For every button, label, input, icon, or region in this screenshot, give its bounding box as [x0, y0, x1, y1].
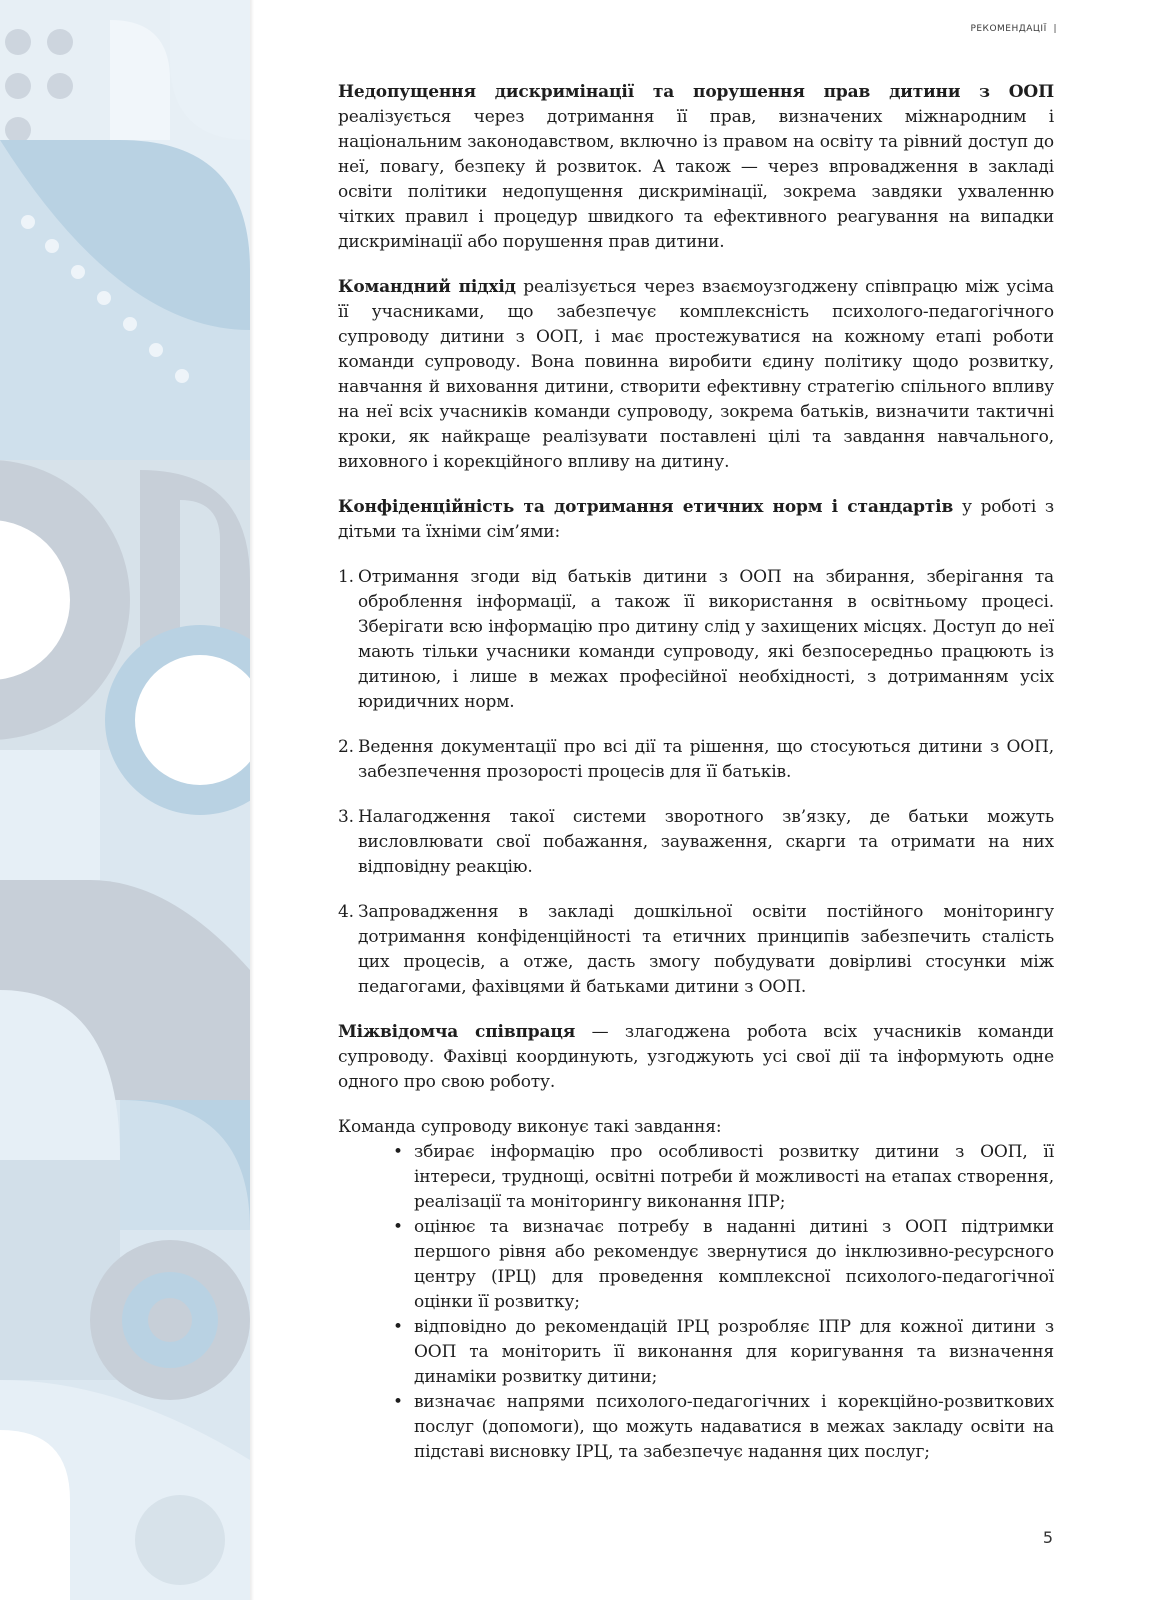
list-item-text: Ведення документації про всі дії та рішення, що стосуються дитини з ООП, забезпечення прозорості процесів для її батьків. [358, 737, 1054, 782]
list-item: • відповідно до рекомендацій ІРЦ розробляє ІПР для кожної дитини з ООП та моніторить її виконання для коригування та визначення динаміки розвитку дитини; [414, 1315, 1054, 1390]
paragraph-text: у роботі з дітьми та їхніми сім’ями: [338, 497, 1055, 542]
tasks-bullet-list [338, 1140, 1054, 1465]
tasks-intro: Команда супроводу виконує такі завдання: [338, 1117, 722, 1137]
page-body [338, 80, 1054, 1465]
section-title: РЕКОМЕНДАЦІЇ [970, 24, 1047, 34]
list-item-text: Налагодження такої системи зворотного зв’язку, де батьки можуть висловлювати свої побажання, зауваження, скарги та отримати на них відповідну реакцію. [358, 807, 1054, 877]
list-number: 3. [338, 807, 354, 827]
paragraph-lead: Командний підхід [338, 277, 516, 297]
list-number: 4. [338, 902, 354, 922]
paragraph-text: реалізується через взаємоузгоджену співпрацю між усіма її учасниками, що забезпечує комплексність психолого-педагогічного супроводу дитини з ООП, і має простежуватися на кожному етапі роботи команди супроводу. Вона повинна виробити єдину політику щодо розвитку, навчання й виховання дитини, створити ефективну стратегію спільного впливу на неї всіх учасників команди супроводу, зокрема батьків, визначити тактичні кроки, як найкраще реалізувати поставлені цілі та завдання навчального, виховного і корекційного впливу на дитину. [338, 277, 1054, 472]
confidentiality-numbered-list [338, 565, 1054, 1000]
list-number: 1. [338, 567, 354, 587]
list-item-text: Запровадження в закладі дошкільної освіти постійного моніторингу дотримання конфіденційності та етичних принципів забезпечить сталість цих процесів, а отже, дасть змогу побудувати довірливі стосунки між педагогами, фахівцями й батьками дитини з ООП. [358, 902, 1054, 997]
paragraph-text: реалізується через дотримання її прав, визначених міжнародним і національним законодавством, включно із правом на освіту та рівний доступ до неї, повагу, безпеку й розвиток. А також — через впровадження в закладі освіти політики недопущення дискримінації, зокрема завдяки ухваленню чітких правил і процедур швидкого та ефективного реагування на випадки дискримінації або порушення прав дитини. [338, 107, 1054, 252]
paragraph-interagency [338, 1020, 1054, 1095]
paragraph-non-discrimination [338, 80, 1054, 255]
list-item [338, 900, 1054, 1000]
page-edge-shadow [250, 0, 254, 1600]
paragraph-team-approach [338, 275, 1054, 475]
paragraph-lead: Конфіденційність та дотримання етичних норм і стандартів [338, 497, 954, 517]
paragraph-text: — злагоджена робота всіх учасників команди супроводу. Фахівці координують, узгоджують усі свої дії та інформують одне одного про свою роботу. [338, 1022, 1054, 1092]
list-item: • оцінює та визначає потребу в наданні дитині з ООП підтримки першого рівня або рекомендує звернутися до інклюзивно-ресурсного центру (ІРЦ) для проведення комплексної психолого-педагогічної оцінки її розвитку; [414, 1215, 1054, 1315]
paragraph-confidentiality [338, 495, 1054, 545]
paragraph-lead: Міжвідомча співпраця [338, 1022, 576, 1042]
list-item: • збирає інформацію про особливості розвитку дитини з ООП, її інтереси, труднощі, освітні потреби й можливості на етапах створення, реалізації та моніторингу виконання ІПР; [414, 1140, 1054, 1215]
page-number: 5 [1042, 1528, 1053, 1547]
list-item: • визначає напрями психолого-педагогічних і корекційно-розвиткових послуг (допомоги), що можуть надаватися в межах закладу освіти на підставі висновку ІРЦ, та забезпечує надання цих послуг; [414, 1390, 1054, 1465]
list-item [338, 565, 1054, 715]
decorative-sidebar-pattern [0, 0, 250, 1600]
running-header: РЕКОМЕНДАЦІЇ | [970, 24, 1057, 34]
list-number: 2. [338, 737, 354, 757]
list-item [338, 735, 1054, 785]
list-item [338, 805, 1054, 880]
list-item-text: Отримання згоди від батьків дитини з ООП на збирання, зберігання та оброблення інформації, а також її використання в освітньому процесі. Зберігати всю інформацію про дитину слід у захищених місцях. Доступ до неї мають тільки учасники команди супроводу, які безпосередньо працюють із дитиною, і лише в межах професійної необхідності, з дотриманням усіх юридичних норм. [358, 567, 1054, 712]
paragraph-lead: Недопущення дискримінації та порушення прав дитини з ООП [338, 82, 1054, 102]
